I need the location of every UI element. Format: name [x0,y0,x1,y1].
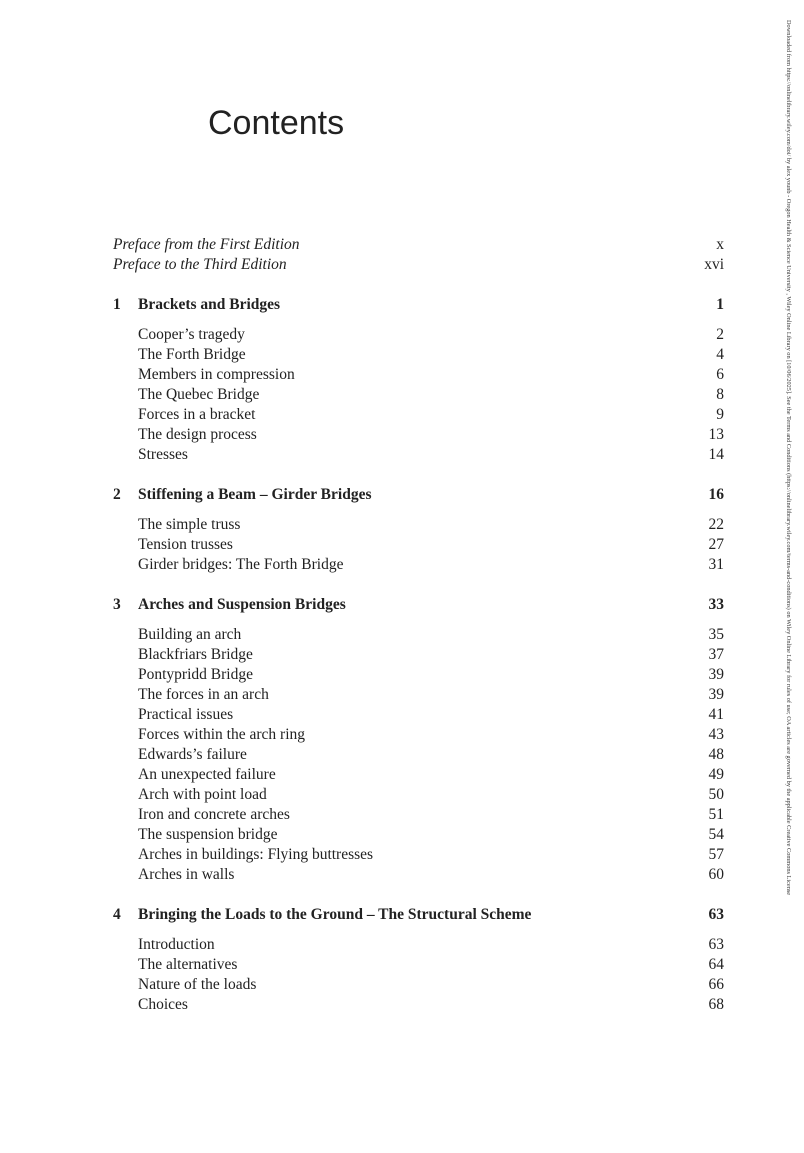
section-title: The simple truss [138,516,241,533]
section-page: 8 [716,386,724,403]
chapter-number: 4 [113,906,121,923]
section-title: An unexpected failure [138,766,276,783]
chapter-page: 63 [708,906,724,923]
section-page: 31 [708,556,724,573]
toc-section-entry[interactable] [113,845,724,865]
chapter-page: 1 [716,296,724,313]
toc-section-entry[interactable] [113,425,724,445]
chapter-number: 2 [113,486,121,503]
toc-section-entry[interactable] [113,975,724,995]
section-page: 27 [708,536,724,553]
toc-section-entry[interactable] [113,325,724,345]
toc-section-entry[interactable] [113,825,724,845]
section-title: The Quebec Bridge [138,386,260,403]
toc-section-entry[interactable] [113,625,724,645]
section-title: Forces in a bracket [138,406,256,423]
chapter-number: 1 [113,296,121,313]
watermark-text: Downloaded from https://onlinelibrary.wiley.com/doi/ by alex younb - Oregon Health & Science University , Wiley Online Library on [10/06/2025]. See the Terms and Conditions (https://onlinelibrary.wiley.com/terms-and-conditions) on Wiley Online Library for rules of use; OA articles are governed by the applicable Creative Commons License [785,20,792,896]
toc-section-entry[interactable] [113,665,724,685]
section-page: 9 [716,406,724,423]
section-page: 39 [708,666,724,683]
toc-chapter-entry[interactable] [113,905,724,925]
section-title: Iron and concrete arches [138,806,290,823]
section-page: 63 [708,936,724,953]
section-title: Edwards’s failure [138,746,247,763]
section-title: Forces within the arch ring [138,726,306,743]
chapter-title: Arches and Suspension Bridges [138,596,346,613]
table-of-contents [113,235,724,1015]
section-title: Practical issues [138,706,234,723]
section-page: 4 [716,346,724,363]
toc-section-entry[interactable] [113,765,724,785]
section-title: The design process [138,426,257,443]
page-title: Contents [208,104,345,142]
section-title: Tension trusses [138,536,233,553]
toc-section-entry[interactable] [113,685,724,705]
toc-section-entry[interactable] [113,705,724,725]
section-page: 66 [708,976,724,993]
chapter-page: 16 [708,486,724,503]
section-title: Pontypridd Bridge [138,666,253,683]
section-page: 6 [716,366,724,383]
toc-section-entry[interactable] [113,385,724,405]
section-title: Introduction [138,936,215,953]
toc-entry-page: xvi [704,256,724,273]
toc-section-entry[interactable] [113,405,724,425]
section-title: Arches in buildings: Flying buttresses [138,846,374,863]
toc-entry-title: Preface to the Third Edition [113,256,287,273]
section-page: 48 [708,746,724,763]
chapter-page: 33 [708,596,724,613]
toc-chapter-entry[interactable] [113,485,724,505]
section-page: 51 [708,806,724,823]
section-page: 68 [708,996,724,1013]
chapter-title: Stiffening a Beam – Girder Bridges [138,486,372,503]
section-title: Stresses [138,446,188,463]
chapter-title: Brackets and Bridges [138,296,281,313]
section-title: Arches in walls [138,866,235,883]
toc-section-entry[interactable] [113,745,724,765]
section-title: Cooper’s tragedy [138,326,245,343]
toc-section-entry[interactable] [113,785,724,805]
toc-section-entry[interactable] [113,935,724,955]
section-page: 13 [708,426,724,443]
section-page: 43 [708,726,724,743]
toc-chapter-entry[interactable] [113,295,724,315]
toc-section-entry[interactable] [113,805,724,825]
toc-section-entry[interactable] [113,725,724,745]
section-page: 39 [708,686,724,703]
toc-section-entry[interactable] [113,865,724,885]
toc-section-entry[interactable] [113,365,724,385]
section-title: Arch with point load [138,786,267,803]
section-title: Building an arch [138,626,242,643]
section-page: 41 [708,706,724,723]
chapter-title: Bringing the Loads to the Ground – The Structural Scheme [138,906,532,923]
toc-preface-entry[interactable] [113,255,724,275]
toc-section-entry[interactable] [113,515,724,535]
section-title: The suspension bridge [138,826,278,843]
section-title: Nature of the loads [138,976,257,993]
section-page: 2 [716,326,724,343]
section-page: 35 [708,626,724,643]
section-page: 37 [708,646,724,663]
section-page: 60 [708,866,724,883]
toc-section-entry[interactable] [113,345,724,365]
toc-section-entry[interactable] [113,995,724,1015]
section-page: 57 [708,846,724,863]
section-title: The alternatives [138,956,238,973]
toc-section-entry[interactable] [113,445,724,465]
section-title: Blackfriars Bridge [138,646,253,663]
section-page: 49 [708,766,724,783]
section-title: The forces in an arch [138,686,269,703]
section-page: 22 [708,516,724,533]
section-page: 54 [708,826,724,843]
section-title: The Forth Bridge [138,346,246,363]
download-watermark [782,20,792,1130]
chapter-number: 3 [113,596,121,613]
section-page: 14 [708,446,724,463]
section-page: 50 [708,786,724,803]
toc-chapter-entry[interactable] [113,595,724,615]
section-page: 64 [708,956,724,973]
toc-entry-page: x [716,236,724,253]
section-title: Girder bridges: The Forth Bridge [138,556,344,573]
toc-section-entry[interactable] [113,955,724,975]
toc-section-entry[interactable] [113,555,724,575]
section-title: Choices [138,996,188,1013]
section-title: Members in compression [138,366,295,383]
toc-section-entry[interactable] [113,645,724,665]
toc-entry-title: Preface from the First Edition [113,236,300,253]
toc-section-entry[interactable] [113,535,724,555]
toc-preface-entry[interactable] [113,235,724,255]
